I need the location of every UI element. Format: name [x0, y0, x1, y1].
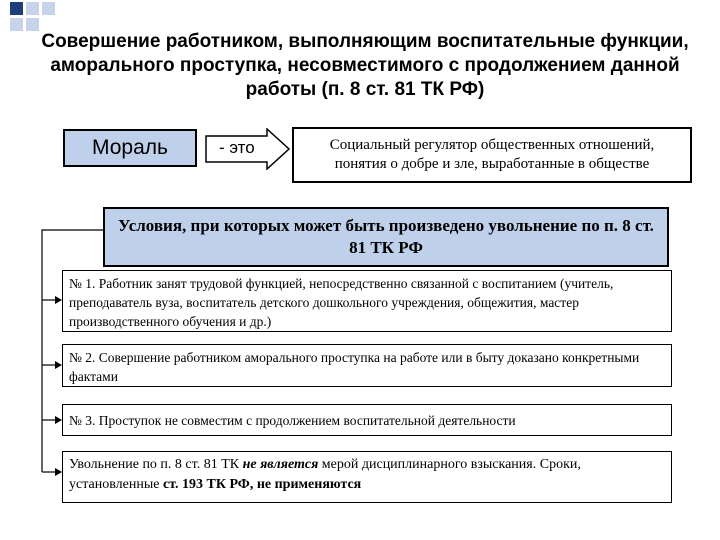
definition-text: Социальный регулятор общественных отношений, понятия о добре и зле, выработанные в обществе — [329, 137, 655, 172]
condition-item-text: № 3. Проступок не совместим с продолжением воспитательной деятельности — [69, 412, 516, 428]
conditions-heading: Условия, при которых может быть произведено увольнение по п. 8 ст. 81 ТК РФ — [118, 216, 654, 257]
term-label: Мораль — [92, 136, 168, 159]
arrow-head-icon — [55, 468, 62, 476]
condition-item-text: № 1. Работник занят трудовой функцией, непосредственно связанной с воспитанием (учитель, преподаватель вуза, воспитатель детского дошкольного учреждения, общежития, мастер производственного обучения и др.) — [69, 276, 614, 329]
note-box — [62, 451, 672, 503]
note-bold: ст. 193 ТК РФ, не применяются — [162, 477, 362, 492]
condition-item-2 — [62, 344, 672, 387]
page-title: Совершение работником, выполняющим воспитательные функции, аморального проступка, несовместимого с продолжением данной работы (п. 8 ст. 81 ТК РФ) — [41, 31, 689, 100]
arrow-head-icon — [55, 296, 62, 304]
condition-item-text: № 2. Совершение работником аморального проступка на работе или в быту доказано конкретными фактами — [69, 350, 640, 384]
term-link-label: - это — [219, 138, 255, 157]
arrow-head-icon — [55, 361, 62, 369]
condition-item-3 — [62, 404, 672, 436]
note-text-part3: мерой дисциплинарного взыскания. Сроки, установленные — [69, 457, 581, 492]
arrow-head-icon — [55, 416, 62, 424]
note-emphasis: не является — [242, 457, 319, 472]
condition-item-1 — [62, 270, 672, 332]
note-text-part1: Увольнение по п. 8 ст. 81 ТК — [69, 457, 243, 472]
